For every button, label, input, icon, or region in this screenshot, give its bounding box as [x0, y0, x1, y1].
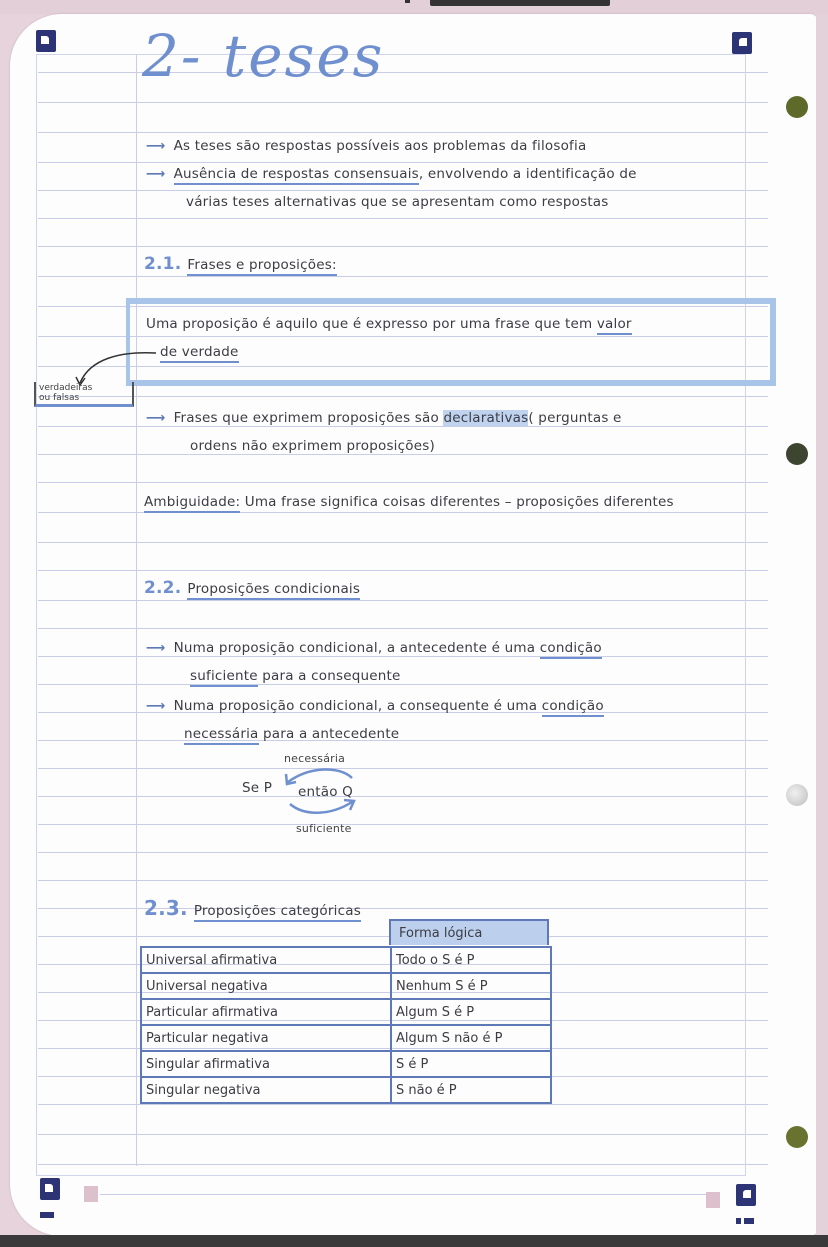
- underlined-text: condição: [542, 698, 604, 717]
- side-note: [34, 382, 134, 407]
- corner-marker-bottom-right: [736, 1184, 756, 1206]
- diagram-bottom-label: suficiente: [296, 822, 352, 835]
- arrow-icon: ⟶: [146, 698, 166, 714]
- conditional-bullet-1: [146, 640, 602, 656]
- bullet-text: para a consequente: [257, 668, 401, 684]
- definition-underlined: de verdade: [160, 344, 239, 363]
- bullet-text: ( perguntas e: [528, 410, 622, 426]
- cut-off-header: [430, 0, 610, 6]
- punch-hole: [786, 784, 808, 806]
- cut-off-dot: [405, 0, 410, 3]
- logical-form: Algum S é P: [391, 999, 551, 1025]
- side-note-line: verdadeiras: [39, 383, 93, 393]
- proposition-type: Universal negativa: [141, 973, 391, 999]
- bullet-text: As teses são respostas possíveis aos problemas da filosofia: [173, 138, 587, 154]
- definition-line-1: [146, 316, 632, 332]
- bullet-text: para a antecedente: [258, 726, 400, 742]
- proposition-type: Particular negativa: [141, 1025, 391, 1051]
- definition-box: [126, 298, 776, 386]
- bullet-text: Frases que exprimem proposições são: [173, 410, 444, 426]
- punch-hole: [786, 443, 808, 465]
- bullet-underlined-text: Ausência de respostas consensuais: [174, 166, 419, 185]
- background-top: [0, 0, 828, 14]
- logical-form: Todo o S é P: [391, 947, 551, 973]
- underlined-text: necessária: [184, 726, 259, 745]
- table-row: [141, 1025, 551, 1051]
- underlined-text: suficiente: [190, 668, 258, 687]
- diagram-right-label: então Q: [298, 784, 354, 800]
- declarative-bullet-cont: ordens não exprimem proposições): [190, 438, 435, 454]
- conditional-bullet-1-cont: [190, 668, 401, 684]
- diagram-left-label: Se P: [242, 780, 273, 796]
- arrow-icon: ⟶: [146, 166, 166, 182]
- table-row: [141, 999, 551, 1025]
- arrow-icon: ⟶: [146, 640, 166, 656]
- page-title: 2- teses: [142, 22, 385, 90]
- proposition-type: Particular afirmativa: [141, 999, 391, 1025]
- table-row: [141, 1077, 551, 1103]
- intro-bullet-2-cont: várias teses alternativas que se apresentam como respostas: [186, 194, 609, 210]
- proposition-type: Singular afirmativa: [141, 1051, 391, 1077]
- ambiguity-line: [144, 494, 674, 510]
- section-title: Proposições condicionais: [187, 581, 360, 600]
- table-row: [141, 1051, 551, 1077]
- conditional-bullet-2-cont: [184, 726, 399, 742]
- corner-marker-top-right: [732, 32, 752, 54]
- section-number: 2.1.: [144, 254, 182, 274]
- bullet-text: , envolvendo a identificação de: [418, 166, 637, 182]
- section-title: Frases e proposições:: [187, 257, 336, 276]
- table-header-logical-form: Forma lógica: [389, 919, 549, 945]
- margin-line: [136, 54, 137, 1166]
- table-row: [141, 973, 551, 999]
- proposition-type: Universal afirmativa: [141, 947, 391, 973]
- corner-dash: [744, 1218, 754, 1224]
- underlined-text: condição: [540, 640, 602, 659]
- pink-square-right: [706, 1192, 720, 1208]
- section-heading-2-2: [144, 578, 360, 598]
- section-heading-2-3: [144, 896, 361, 920]
- logical-form: S não é P: [391, 1077, 551, 1103]
- corner-dash: [736, 1218, 741, 1224]
- punch-hole: [786, 1126, 808, 1148]
- corner-marker-top-left: [36, 30, 56, 52]
- ruled-line: [100, 1194, 718, 1195]
- arrow-icon: ⟶: [146, 410, 166, 426]
- logical-form: S é P: [391, 1051, 551, 1077]
- ambiguity-text: Uma frase significa coisas diferentes – proposições diferentes: [240, 494, 674, 510]
- section-heading-2-1: [144, 254, 337, 274]
- bullet-text: Numa proposição condicional, a consequente é uma: [173, 698, 542, 714]
- definition-underlined: valor: [597, 316, 632, 335]
- proposition-type: Singular negativa: [141, 1077, 391, 1103]
- punch-hole: [786, 96, 808, 118]
- arrow-icon: ⟶: [146, 138, 166, 154]
- categorical-propositions-table: [140, 946, 552, 1104]
- intro-bullet-1: [146, 138, 586, 154]
- bullet-text: Numa proposição condicional, a antecedente é uma: [173, 640, 540, 656]
- definition-text: Uma proposição é aquilo que é expresso por uma frase que tem: [146, 316, 597, 332]
- conditional-bullet-2: [146, 698, 604, 714]
- conditional-cycle-arrows-icon: [280, 764, 360, 824]
- declarative-bullet: [146, 410, 622, 426]
- side-note-line: ou falsas: [39, 393, 80, 403]
- table-row: [141, 947, 551, 973]
- corner-dash: [40, 1212, 54, 1218]
- definition-line-2: [160, 344, 239, 360]
- highlighted-text: declarativas: [443, 410, 529, 426]
- section-title: Proposições categóricas: [194, 903, 361, 922]
- section-number: 2.3.: [144, 896, 188, 920]
- logical-form: Algum S não é P: [391, 1025, 551, 1051]
- diagram-top-label: necessária: [284, 752, 346, 765]
- pink-square-left: [84, 1186, 98, 1202]
- intro-bullet-2: [146, 166, 637, 182]
- ambiguity-label: Ambiguidade:: [144, 494, 240, 513]
- page-edge: [816, 14, 828, 1236]
- logical-form: Nenhum S é P: [391, 973, 551, 999]
- corner-marker-bottom-left: [40, 1178, 60, 1200]
- section-number: 2.2.: [144, 578, 182, 598]
- background-bottom: [0, 1235, 828, 1247]
